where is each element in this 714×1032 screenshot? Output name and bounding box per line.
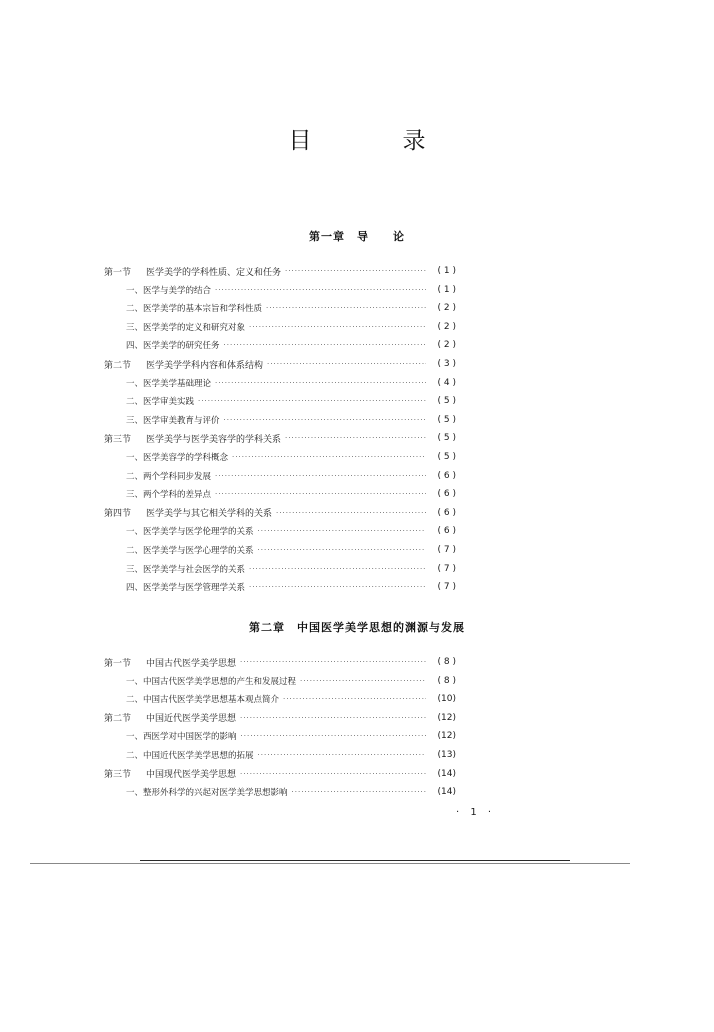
toc-entry-label: [104, 693, 279, 705]
entry-text: 四、医学美学的研究任务: [126, 341, 220, 352]
toc-subsection-row[interactable]: [104, 412, 456, 428]
page-title: 目 录: [288, 128, 460, 154]
dot-leader: [258, 747, 426, 763]
entry-page-number: ( 2 ): [437, 321, 456, 332]
toc-entry-label: [104, 414, 220, 426]
entry-page-number: ( 2 ): [437, 303, 456, 314]
dot-leader: [258, 523, 426, 539]
dot-leader: [215, 486, 426, 502]
entry-text: 医学美学的学科性质、定义和任务: [146, 267, 282, 278]
entry-page-number: ( 5 ): [437, 452, 456, 462]
dot-leader: [215, 375, 426, 391]
toc-entry-label: [104, 675, 296, 687]
toc-entry-label: [104, 749, 254, 761]
entry-page-number: ( 4 ): [437, 377, 456, 388]
section-number: 第二节: [104, 714, 132, 725]
entry-page-number: (12): [437, 712, 456, 723]
dot-leader: [283, 691, 426, 707]
dot-leader: [267, 356, 426, 372]
dot-leader: [276, 505, 426, 521]
entry-page-number: (14): [437, 768, 456, 779]
scan-rule: [30, 863, 630, 864]
dot-leader: [249, 319, 426, 335]
entry-text: 二、中国古代医学美学思想基本观点简介: [126, 695, 280, 706]
toc-subsection-row[interactable]: [104, 747, 456, 763]
entry-text: 三、两个学科的差异点: [126, 490, 212, 501]
entry-text: 中国现代医学美学思想: [146, 770, 237, 781]
entry-page-number: ( 5 ): [437, 414, 456, 425]
dot-leader: [258, 542, 426, 558]
toc-subsection-row[interactable]: [104, 393, 456, 409]
entry-text: 一、中国古代医学美学思想的产生和发展过程: [126, 676, 297, 687]
entry-page-number: (12): [437, 731, 456, 742]
entry-page-number: ( 6 ): [437, 470, 456, 481]
entry-page-number: ( 6 ): [437, 489, 456, 500]
dot-leader: [215, 282, 426, 298]
toc-entry-label: [104, 711, 236, 724]
toc-entry-label: [104, 581, 245, 593]
entry-page-number: ( 5 ): [437, 396, 456, 407]
entry-text: 四、医学美学与医学管理学关系: [126, 583, 246, 594]
section-number: 第四节: [104, 509, 132, 520]
toc-subsection-row[interactable]: [104, 728, 456, 744]
toc-subsection-row[interactable]: [104, 561, 456, 577]
scan-rule: [140, 860, 570, 861]
dot-leader: [249, 579, 426, 595]
chapter-title: 第一章 导 论: [309, 230, 405, 243]
toc-entry-label: [104, 302, 262, 314]
section-number: 第三节: [104, 770, 132, 781]
entry-text: 一、医学美学基础理论: [126, 378, 212, 389]
entry-text: 中国古代医学美学思想: [146, 658, 237, 669]
chapter-title: 第二章 中国医学美学思想的渊源与发展: [249, 621, 465, 634]
entry-text: 医学美学学科内容和体系结构: [146, 360, 264, 371]
toc-entry-label: [104, 284, 211, 296]
entry-page-number: ( 5 ): [437, 433, 456, 444]
toc-entry-label: [104, 470, 211, 482]
toc-subsection-row[interactable]: [104, 542, 456, 558]
toc-entry-label: [104, 767, 236, 780]
toc-entry-label: [104, 786, 288, 798]
toc-entry-label: [104, 656, 236, 669]
entry-page-number: (14): [437, 787, 456, 798]
toc-entry-label: [104, 730, 237, 742]
section-number: 第二节: [104, 360, 132, 371]
toc-subsection-row[interactable]: [104, 375, 456, 391]
toc-entry-label: [104, 432, 281, 445]
entry-page-number: ( 7 ): [437, 582, 456, 593]
entry-text: 二、医学审美实践: [126, 397, 195, 408]
entry-page-number: ( 6 ): [437, 507, 456, 518]
dot-leader: [285, 430, 426, 446]
entry-text: 一、医学美学与医学伦理学的关系: [126, 527, 254, 538]
toc-entry-label: [104, 451, 228, 463]
toc-subsection-row[interactable]: [104, 337, 456, 353]
dot-leader: [241, 728, 426, 744]
entry-page-number: (13): [437, 750, 456, 760]
entry-text: 三、医学美学的定义和研究对象: [126, 322, 246, 333]
toc-entry-label: [104, 395, 194, 407]
section-number: 第一节: [104, 267, 132, 278]
section-number: 第三节: [104, 434, 132, 445]
toc-entry-label: [104, 506, 272, 519]
toc-section-row[interactable]: [104, 766, 456, 782]
dot-leader: [266, 300, 426, 316]
toc-entry-label: [104, 488, 211, 500]
entry-page-number: ( 8 ): [437, 657, 456, 667]
toc-subsection-row[interactable]: [104, 784, 456, 800]
toc-entry-label: [104, 265, 281, 278]
dot-leader: [292, 784, 426, 800]
entry-text: 三、医学美学与社会医学的关系: [126, 564, 246, 575]
toc-subsection-row[interactable]: [104, 300, 456, 316]
toc-entry-label: [104, 321, 245, 333]
entry-text: 医学美学与医学美容学的学科关系: [146, 434, 282, 445]
entry-text: 二、医学美学的基本宗旨和学科性质: [126, 304, 263, 315]
entry-text: 中国近代医学美学思想: [146, 714, 237, 725]
page-number: · 1 ·: [456, 807, 496, 818]
dot-leader: [224, 412, 426, 428]
toc-section-row[interactable]: [104, 654, 456, 670]
entry-page-number: ( 1 ): [437, 266, 456, 276]
entry-text: 二、医学美学与医学心理学的关系: [126, 546, 254, 556]
toc-entry-label: [104, 339, 220, 351]
toc-entry-label: [104, 377, 211, 389]
entry-page-number: ( 3 ): [437, 359, 456, 369]
dot-leader: [240, 654, 426, 670]
dot-leader: [224, 337, 426, 353]
entry-text: 医学美学与其它相关学科的关系: [146, 509, 273, 520]
toc-section-row[interactable]: [104, 505, 456, 521]
toc-subsection-row[interactable]: [104, 691, 456, 707]
entry-text: 一、西医学对中国医学的影响: [126, 732, 237, 743]
entry-text: 一、整形外科学的兴起对医学美学思想影响: [126, 788, 288, 799]
entry-text: 一、医学美容学的学科概念: [126, 453, 229, 463]
toc-entry-label: [104, 544, 254, 556]
toc-subsection-row[interactable]: [104, 282, 456, 298]
toc-section-row[interactable]: [104, 710, 456, 726]
dot-leader: [240, 710, 426, 726]
entry-page-number: ( 1 ): [437, 284, 456, 295]
dot-leader: [232, 449, 426, 465]
toc-section-row[interactable]: [104, 430, 456, 446]
toc-section-row[interactable]: [104, 263, 456, 279]
toc-entry-label: [104, 563, 245, 575]
toc-section-row[interactable]: [104, 356, 456, 372]
entry-page-number: (10): [437, 694, 456, 705]
entry-page-number: ( 7 ): [437, 545, 456, 555]
entry-page-number: ( 7 ): [437, 563, 456, 574]
dot-leader: [240, 766, 426, 782]
toc-entry-label: [104, 525, 254, 537]
entry-page-number: ( 8 ): [437, 675, 456, 686]
dot-leader: [285, 263, 426, 279]
entry-text: 二、中国近代医学美学思想的拓展: [126, 751, 254, 761]
toc-subsection-row[interactable]: [104, 468, 456, 484]
toc-subsection-row[interactable]: [104, 579, 456, 595]
entry-text: 二、两个学科同步发展: [126, 471, 212, 482]
entry-text: 一、医学与美学的结合: [126, 285, 212, 296]
dot-leader: [249, 561, 426, 577]
entry-text: 三、医学审美教育与评价: [126, 415, 220, 426]
toc-entry-label: [104, 358, 263, 371]
toc-subsection-row[interactable]: [104, 486, 456, 502]
dot-leader: [198, 393, 426, 409]
entry-page-number: ( 6 ): [437, 526, 456, 537]
dot-leader: [215, 468, 426, 484]
toc-subsection-row[interactable]: [104, 673, 456, 689]
toc-subsection-row[interactable]: [104, 449, 456, 465]
entry-page-number: ( 2 ): [437, 340, 456, 351]
toc-subsection-row[interactable]: [104, 523, 456, 539]
section-number: 第一节: [104, 658, 132, 669]
dot-leader: [300, 673, 426, 689]
toc-subsection-row[interactable]: [104, 319, 456, 335]
